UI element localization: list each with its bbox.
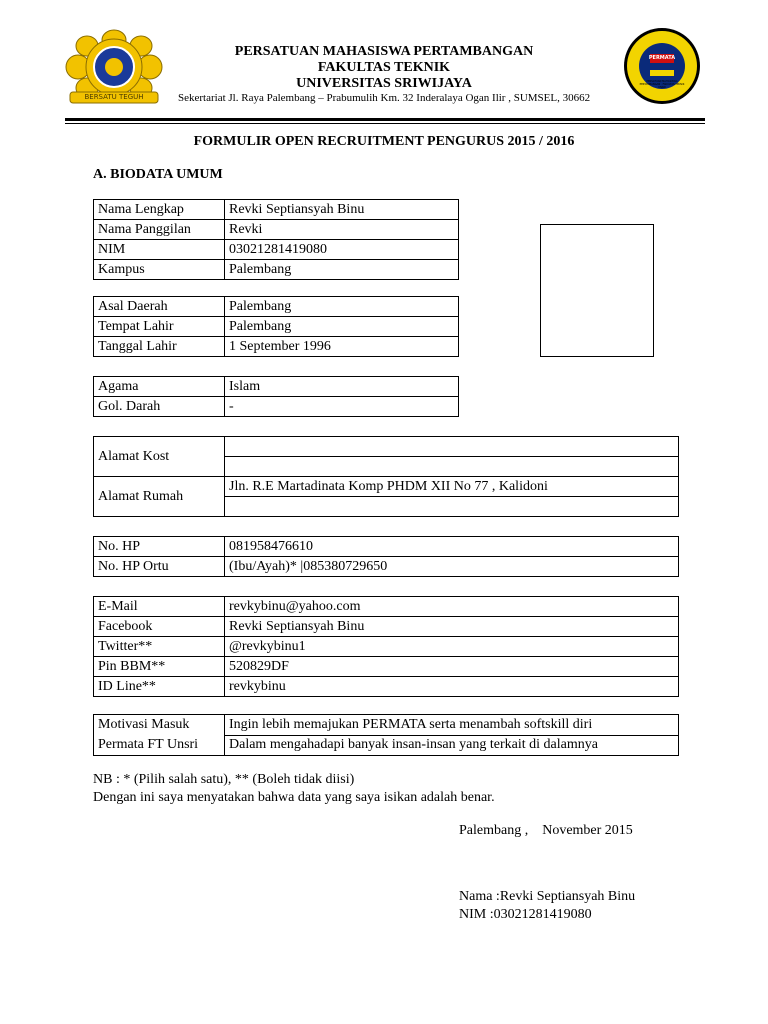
field-value[interactable]: - [225, 397, 459, 417]
field-label: Alamat Rumah [94, 477, 225, 517]
field-value[interactable]: Ingin lebih memajukan PERMATA serta menambah softskill diri [225, 715, 679, 736]
field-label: Tempat Lahir [94, 317, 225, 337]
field-value[interactable]: 520829DF [225, 657, 679, 677]
field-value[interactable]: @revkybinu1 [225, 637, 679, 657]
field-label: No. HP Ortu [94, 557, 225, 577]
field-label: NIM [94, 240, 225, 260]
field-label: Facebook [94, 617, 225, 637]
table-row [94, 220, 459, 240]
table-row [94, 297, 459, 317]
field-value[interactable]: Islam [225, 377, 459, 397]
field-value[interactable]: Revki [225, 220, 459, 240]
field-value[interactable]: revkybinu [225, 677, 679, 697]
table-row [94, 637, 679, 657]
field-value[interactable]: Dalam mengahadapi banyak insan-insan yang terkait di dalamnya [225, 735, 679, 756]
table-row [94, 377, 459, 397]
form-title: FORMULIR OPEN RECRUITMENT PENGURUS 2015 / 2016 [193, 134, 575, 149]
signature-name: Nama :Revki Septiansyah Binu [459, 889, 636, 904]
field-label: Twitter** [94, 637, 225, 657]
section-title: A. BIODATA UMUM [93, 167, 223, 182]
field-label: Tanggal Lahir [94, 337, 225, 357]
photo-box [540, 224, 654, 357]
field-value[interactable]: 1 September 1996 [225, 337, 459, 357]
identity-table [93, 199, 459, 280]
table-row [94, 437, 679, 457]
table-row [94, 477, 679, 497]
table-row [94, 715, 679, 736]
field-value[interactable]: Palembang [225, 317, 459, 337]
statement-text: Dengan ini saya menyatakan bahwa data yang saya isikan adalah benar. [93, 790, 495, 805]
field-label [94, 715, 225, 756]
table-row [94, 657, 679, 677]
field-value[interactable] [225, 437, 679, 457]
field-label: Asal Daerah [94, 297, 225, 317]
field-value-continued[interactable] [225, 457, 679, 477]
table-row [94, 597, 679, 617]
contact-table [93, 596, 679, 697]
header-divider-thick [65, 118, 705, 121]
table-row [94, 317, 459, 337]
field-value[interactable]: Revki Septiansyah Binu [225, 200, 459, 220]
address-table [93, 436, 679, 517]
table-row [94, 617, 679, 637]
table-row [94, 200, 459, 220]
note-text: NB : * (Pilih salah satu), ** (Boleh tidak diisi) [93, 772, 355, 787]
field-value[interactable]: 03021281419080 [225, 240, 459, 260]
table-row [94, 677, 679, 697]
table-row [94, 240, 459, 260]
header-org-name: PERSATUAN MAHASISWA PERTAMBANGAN [234, 44, 534, 59]
header-university: UNIVERSITAS SRIWIJAYA [296, 76, 472, 91]
origin-table [93, 296, 459, 357]
university-logo-banner: BERSATU TEGUH [84, 93, 144, 101]
header-address: Sekertariat Jl. Raya Palembang – Prabumulih Km. 32 Inderalaya Ogan Ilir , SUMSEL, 30662 [178, 92, 591, 104]
field-label: Nama Lengkap [94, 200, 225, 220]
table-row [94, 260, 459, 280]
field-label: Nama Panggilan [94, 220, 225, 240]
table-row [94, 397, 459, 417]
permata-logo-center: PERMATA [648, 55, 676, 61]
field-label: E-Mail [94, 597, 225, 617]
field-label: ID Line** [94, 677, 225, 697]
religion-table [93, 376, 459, 417]
field-value[interactable]: (Ibu/Ayah)* |085380729650 [225, 557, 679, 577]
field-value-continued[interactable] [225, 497, 679, 517]
field-value[interactable]: Jln. R.E Martadinata Komp PHDM XII No 77 , Kalidoni [225, 477, 679, 497]
table-row [94, 537, 679, 557]
permata-logo-ring-text: PERSATUAN MAHASISWA PERTAMBANGAN · FAKULTAS TEKNIK UNSRI [639, 80, 685, 89]
field-value[interactable]: revkybinu@yahoo.com [225, 597, 679, 617]
motivation-label-line1: Motivasi Masuk [98, 717, 190, 732]
field-value[interactable]: 081958476610 [225, 537, 679, 557]
field-value[interactable]: Palembang [225, 260, 459, 280]
field-label: Gol. Darah [94, 397, 225, 417]
header-divider-thin [65, 123, 705, 124]
field-value[interactable]: Palembang [225, 297, 459, 317]
motivation-label-line2: Permata FT Unsri [98, 737, 199, 752]
field-label: Agama [94, 377, 225, 397]
field-label: Pin BBM** [94, 657, 225, 677]
signature-nim: NIM :03021281419080 [459, 907, 592, 922]
table-row [94, 337, 459, 357]
field-label: No. HP [94, 537, 225, 557]
phone-table [93, 536, 679, 577]
field-label: Alamat Kost [94, 437, 225, 477]
header-faculty: FAKULTAS TEKNIK [317, 60, 451, 75]
place-date: Palembang , November 2015 [459, 823, 633, 838]
field-label: Kampus [94, 260, 225, 280]
table-row [94, 557, 679, 577]
motivation-table [93, 714, 679, 756]
field-value[interactable]: Revki Septiansyah Binu [225, 617, 679, 637]
